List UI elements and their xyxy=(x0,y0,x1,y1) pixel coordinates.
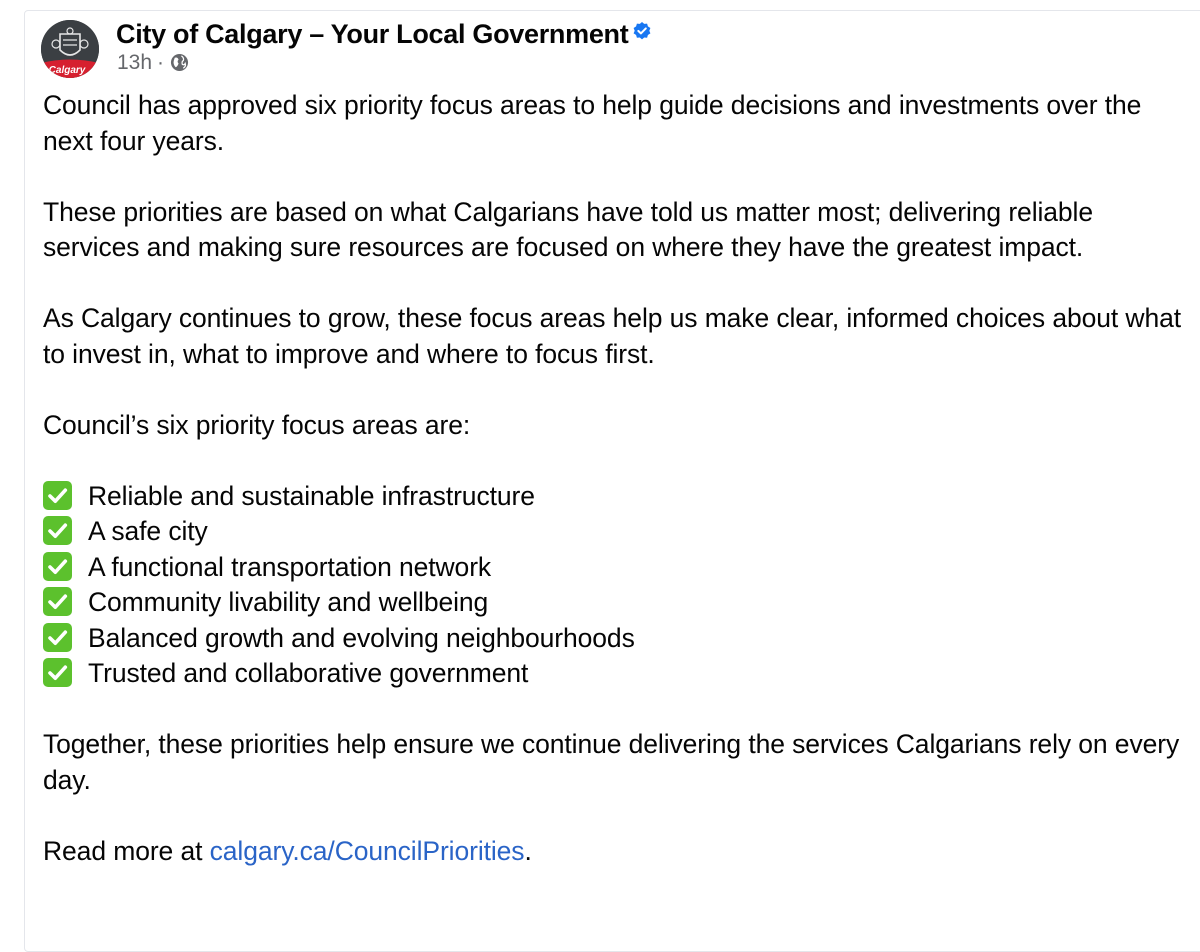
post-paragraph-3: As Calgary continues to grow, these focus areas help us make clear, informed choices about what to invest in, what to improve and where to focus first. xyxy=(43,303,1181,369)
read-more-prefix: Read more at xyxy=(43,835,210,866)
post-closing: Together, these priorities help ensure we continue delivering the services Calgarians rely on every day. xyxy=(43,729,1180,795)
check-mark-button-icon xyxy=(43,587,72,616)
priority-item xyxy=(43,514,1183,550)
post-paragraph-4: Council’s six priority focus areas are: xyxy=(43,409,471,440)
read-more-suffix: . xyxy=(524,835,532,866)
verified-badge-icon xyxy=(632,17,652,48)
meta-separator: · xyxy=(157,51,165,74)
council-priorities-link[interactable]: calgary.ca/CouncilPriorities xyxy=(209,835,525,866)
avatar-label: Calgary xyxy=(48,65,86,76)
priority-label: Community livability and wellbeing xyxy=(88,587,489,617)
priority-label: Trusted and collaborative government xyxy=(88,658,529,688)
read-more-line xyxy=(43,834,1183,870)
priority-item xyxy=(43,479,1183,515)
check-mark-button-icon xyxy=(43,623,72,652)
priority-label: Reliable and sustainable infrastructure xyxy=(88,480,535,511)
priority-label: Balanced growth and evolving neighbourhoods xyxy=(88,622,635,653)
check-mark-button-icon xyxy=(43,516,72,545)
priority-item xyxy=(43,621,1183,657)
priority-label: A safe city xyxy=(88,516,208,546)
check-mark-button-icon xyxy=(43,658,72,687)
page-name[interactable]: City of Calgary – Your Local Government xyxy=(116,19,629,49)
page-name-row xyxy=(116,17,652,50)
post-body xyxy=(43,88,1183,905)
post-time[interactable]: 13h xyxy=(117,51,153,74)
priority-item xyxy=(43,585,1183,621)
check-mark-button-icon xyxy=(43,552,72,581)
priority-item xyxy=(43,550,1183,586)
priority-item xyxy=(43,656,1183,692)
priority-label: A functional transportation network xyxy=(88,551,492,582)
post-paragraph-1: Council has approved six priority focus areas to help guide decisions and investments over the next four years. xyxy=(43,90,1142,156)
check-mark-button-icon xyxy=(43,481,72,510)
page-avatar[interactable] xyxy=(41,20,99,78)
post-meta xyxy=(117,51,189,75)
post-paragraph-2: These priorities are based on what Calgarians have told us matter most; delivering reliable services and making sure resources are focused on where they have the greatest impact. xyxy=(43,196,1093,262)
priority-list xyxy=(43,479,1183,692)
globe-icon[interactable] xyxy=(170,51,189,74)
